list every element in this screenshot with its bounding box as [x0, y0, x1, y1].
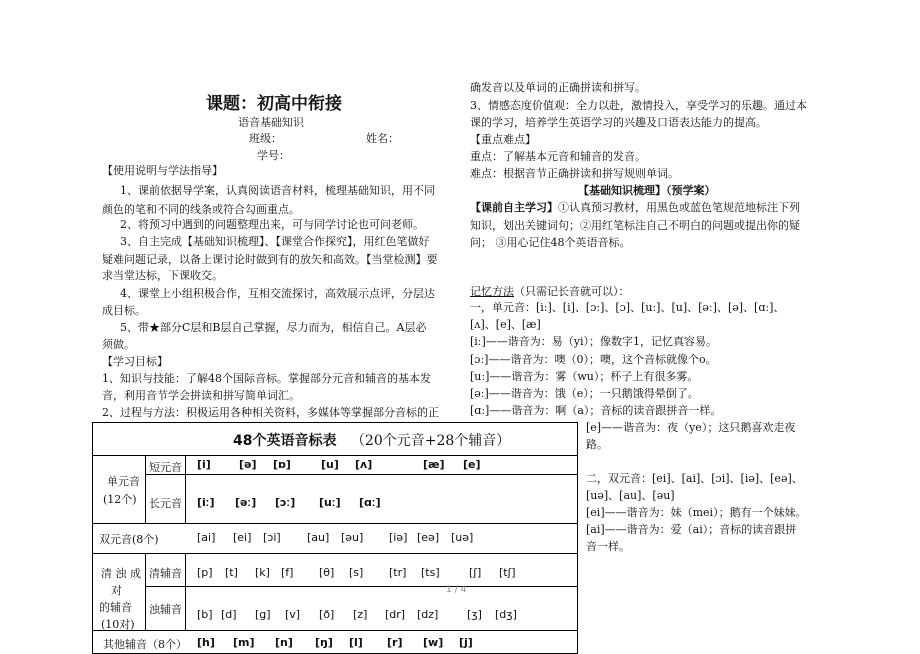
usage-line: 颜色的笔和不同的线条或符合勾画重点。	[102, 203, 300, 216]
mono-heading: [ʌ]、[e]、[æ]	[470, 318, 541, 331]
diphthong: [ei]	[233, 531, 252, 544]
short-vowel: [ʌ]	[355, 458, 373, 471]
long-vowel: [ɑː]	[359, 496, 381, 509]
short-vowel: [u]	[321, 458, 339, 471]
class-label: 班级：	[249, 132, 282, 145]
mono-item: [e]——谐音为：夜（ye）；这只鹅喜欢走夜	[586, 421, 796, 434]
other-consonant: [r]	[387, 636, 403, 649]
self-study-line: 【课前自主学习】①认真预习教材，用黑色或蓝色笔规范地标注下列	[470, 201, 800, 214]
name-label: 姓名：	[366, 132, 399, 145]
short-vowel: [i]	[197, 458, 211, 471]
goal-line: 1、知识与技能：了解48个国际音标。掌握部分元音和辅音的基本发	[102, 372, 431, 385]
usage-line: 5、带★部分C层和B层自己掌握，尽力而为，相信自己。A层必	[120, 321, 427, 334]
usage-line: 4、课堂上小组积极合作，互相交流探讨，高效展示点评，分层达	[120, 287, 435, 300]
short-vowel: [ɒ]	[273, 458, 291, 471]
voiceless-consonant: [s]	[349, 566, 364, 579]
lesson-subtitle: 语音基础知识	[238, 116, 304, 129]
goal-line: 音，利用音节学会拼读和拼写简单词汇。	[102, 389, 300, 402]
usage-line: 1、课前依据导学案，认真阅读语音材料，梳理基础知识，用不同	[120, 184, 435, 197]
voiced-consonant: [dz]	[417, 608, 439, 621]
voiced-label: 浊辅音	[149, 603, 182, 616]
voiced-consonant: [ʒ]	[467, 608, 482, 621]
long-vowel: [ɔː]	[275, 496, 296, 509]
usage-line: 2、将预习中遇到的问题整理出来，可与同学讨论也可问老师。	[120, 218, 424, 231]
difficult-point: 难点：根据音节正确拼读和拼写规则单词。	[470, 167, 679, 180]
diphthong: [uə]	[451, 531, 474, 544]
right-line: 课的学习，培养学生英语学习的兴趣及口语表达能力的提高。	[470, 116, 767, 129]
long-vowel: [uː]	[319, 496, 341, 509]
short-vowel: [æ]	[423, 458, 445, 471]
short-vowel: [e]	[463, 458, 481, 471]
right-line: 3、情感态度价值观：全力以赴，激情投入，享受学习的乐趣。通过本	[470, 99, 807, 112]
mono-item: [ɔː]——谐音为：噢（0）；噢，这个音标就像个o。	[470, 353, 717, 366]
student-id-label: 学号：	[257, 149, 290, 162]
mono-item: 路。	[586, 438, 608, 451]
di-item: [ei]——谐音为：妹（mei）；鹅有一个妹妹。	[586, 506, 807, 519]
diphthong: [eə]	[417, 531, 440, 544]
diphthong: [ɔi]	[263, 531, 281, 544]
usage-heading: 【使用说明与学法指导】	[102, 164, 223, 177]
voiceless-consonant: [ts]	[421, 566, 440, 579]
voiceless-consonant: [θ]	[319, 566, 335, 579]
di-heading: 二，双元音：[ei]、[ai]、[ɔi]、[iə]、[eə]、	[586, 472, 803, 485]
review-heading: 【基础知识梳理】（预学案）	[578, 184, 716, 197]
mono-item: [əː]——谐音为：饿（e）；一只鹅饿得晕倒了。	[470, 387, 699, 400]
diphthong: [əu]	[341, 531, 364, 544]
diphthong: [ai]	[197, 531, 216, 544]
goals-heading: 【学习目标】	[102, 355, 168, 368]
diphthong: [au]	[307, 531, 330, 544]
di-item: 音一样。	[586, 540, 630, 553]
voiceless-consonant: [t]	[225, 566, 238, 579]
voiceless-consonant: [f]	[281, 566, 294, 579]
voiced-consonant: [b]	[197, 608, 213, 621]
usage-line: 求当堂达标，下课收交。	[102, 269, 223, 282]
long-vowel-label: 长元音	[149, 497, 182, 510]
voiced-consonant: [dr]	[385, 608, 406, 621]
other-consonant: [n]	[275, 636, 293, 649]
voiced-consonant: [dʒ]	[495, 608, 517, 621]
other-consonant: [h]	[197, 636, 215, 649]
diphthong-label: 双元音(8个)	[99, 533, 159, 546]
long-vowel: [iː]	[197, 496, 215, 509]
pair-label: 清 浊 成	[101, 567, 141, 580]
long-vowel: [əː]	[235, 496, 257, 509]
self-study-line: 知识，划出关键词句；②用红笔标注自己不明白的问题或提出你的疑	[470, 219, 800, 232]
mono-count: (12个)	[103, 493, 137, 506]
voiced-consonant: [ð]	[319, 608, 335, 621]
memory-label: 记忆方法	[470, 285, 514, 298]
pair-label: 对	[111, 584, 122, 597]
voiced-consonant: [g]	[255, 608, 271, 621]
pair-label: (10对)	[101, 618, 135, 631]
right-line: 确发音以及单词的正确拼读和拼写。	[470, 81, 646, 94]
voiceless-consonant: [k]	[255, 566, 270, 579]
pair-label: 的辅音	[99, 601, 132, 614]
voiceless-consonant: [tʃ]	[499, 566, 516, 579]
di-item: [ai]——谐音为：爱（ai）；音标的读音跟拼	[586, 523, 797, 536]
other-consonant: [m]	[233, 636, 255, 649]
key-heading: 【重点难点】	[470, 133, 536, 146]
mono-item: [uː]——谐音为：雾（wu）；杯子上有很多雾。	[470, 370, 699, 383]
other-consonant-label: 其他辅音（8个）	[103, 638, 187, 651]
lesson-title: 课题：初高中衔接	[206, 94, 342, 114]
usage-line: 3、自主完成【基础知识梳理】、【课堂合作探究】，用红色笔做好	[120, 235, 430, 248]
other-consonant: [j]	[459, 636, 473, 649]
mono-item: [iː]——谐音为：易（yi）；像数字1，记忆真容易。	[470, 335, 718, 348]
table-title: 48个英语音标表 （20个元音+28个辅音）	[233, 433, 511, 449]
voiced-consonant: [v]	[285, 608, 301, 621]
mono-heading: 一，单元音：[iː]、[i]、[ɔː]、[ɔ]、[uː]、[u]、[əː]、[ə]、[ɑː]、	[470, 301, 785, 314]
other-consonant: [l]	[349, 636, 363, 649]
self-study-label: 【课前自主学习】	[470, 201, 558, 214]
self-study-line: 问； ③用心记住48个英语音标。	[470, 236, 631, 249]
mono-label: 单元音	[107, 475, 140, 488]
memory-method: 记忆方法（只需记长音就可以）：	[470, 285, 630, 298]
di-heading: [uə]、[au]、[əu]	[586, 489, 675, 502]
usage-line: 成目标。	[102, 304, 146, 317]
diphthong: [iə]	[389, 531, 408, 544]
other-consonant: [w]	[423, 636, 444, 649]
other-consonant: [ŋ]	[315, 636, 333, 649]
voiceless-consonant: [p]	[197, 566, 213, 579]
usage-line: 疑难问题记录，以备上课讨论时做到有的放矢和高效。【当堂检测】要	[102, 253, 438, 266]
voiceless-consonant: [ʃ]	[469, 566, 482, 579]
short-vowel-label: 短元音	[149, 461, 182, 474]
goal-line: 2、过程与方法：积极运用各种相关资料，多媒体等掌握部分音标的正	[102, 406, 439, 419]
voiceless-label: 清辅音	[149, 567, 182, 580]
voiceless-consonant: [tr]	[389, 566, 407, 579]
short-vowel: [ə]	[239, 458, 257, 471]
page-number: 1 / 4	[446, 585, 467, 595]
mono-item: [ɑː]——谐音为：啊（a）；音标的读音跟拼音一样。	[470, 404, 722, 417]
voiced-consonant: [d]	[221, 608, 237, 621]
phonetic-table	[92, 422, 578, 654]
usage-line: 须做。	[102, 338, 135, 351]
key-point: 重点：了解基本元音和辅音的发音。	[470, 150, 646, 163]
voiced-consonant: [z]	[353, 608, 368, 621]
